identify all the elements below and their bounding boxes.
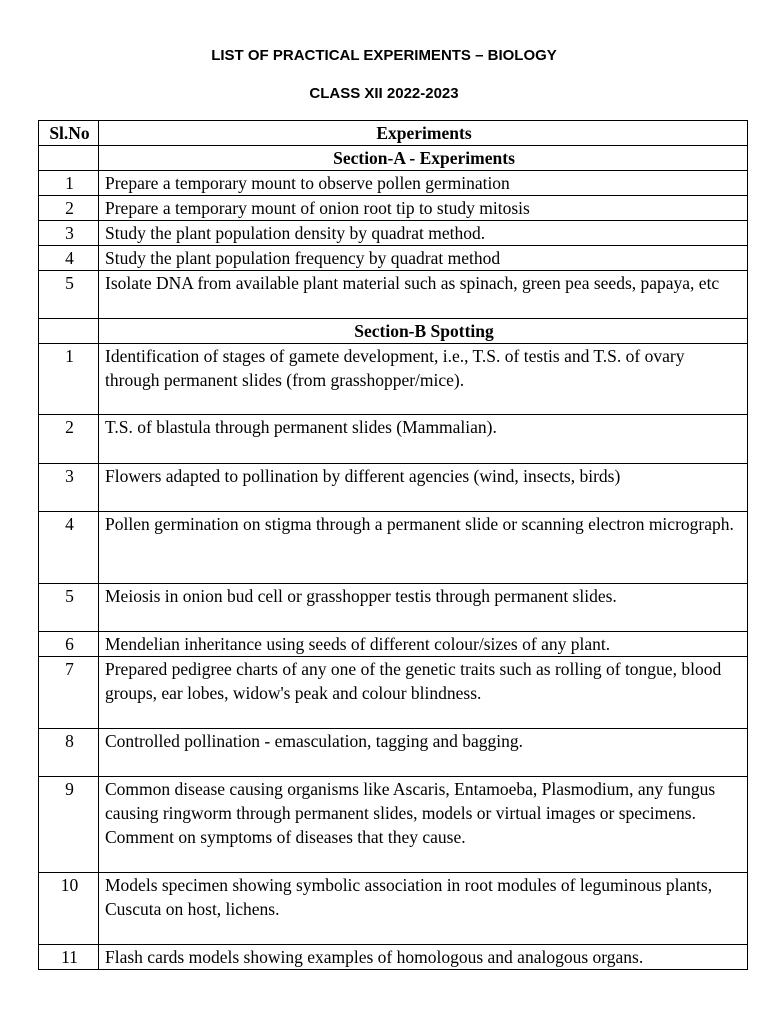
table-header-row <box>39 121 748 146</box>
row-number: 11 <box>39 945 99 970</box>
document-subtitle: CLASS XII 2022-2023 <box>309 85 459 102</box>
row-number: 3 <box>39 464 99 512</box>
row-text: Flowers adapted to pollination by different agencies (wind, insects, birds) <box>99 464 748 512</box>
table-row <box>39 464 748 512</box>
table-row <box>39 584 748 632</box>
section-b-header-row <box>39 319 748 344</box>
row-number: 2 <box>39 415 99 464</box>
row-text: Flash cards models showing examples of homologous and analogous organs. <box>99 945 748 970</box>
row-text: Prepare a temporary mount to observe pollen germination <box>99 171 748 196</box>
row-text: Pollen germination on stigma through a permanent slide or scanning electron micrograph. <box>99 512 748 584</box>
row-number: 1 <box>39 171 99 196</box>
table-row <box>39 657 748 729</box>
table-row <box>39 196 748 221</box>
row-number: 10 <box>39 873 99 945</box>
table-row <box>39 271 748 319</box>
row-number: 8 <box>39 729 99 777</box>
row-text: Prepare a temporary mount of onion root tip to study mitosis <box>99 196 748 221</box>
row-text: T.S. of blastula through permanent slides (Mammalian). <box>99 415 748 464</box>
row-text: Study the plant population frequency by quadrat method <box>99 246 748 271</box>
table-row <box>39 246 748 271</box>
document-title: LIST OF PRACTICAL EXPERIMENTS – BIOLOGY <box>211 47 557 64</box>
row-number: 9 <box>39 777 99 873</box>
row-number: 4 <box>39 512 99 584</box>
row-text: Isolate DNA from available plant material such as spinach, green pea seeds, papaya, etc <box>99 271 748 319</box>
row-number: 5 <box>39 584 99 632</box>
row-text: Models specimen showing symbolic association in root modules of leguminous plants, Cuscuta on host, lichens. <box>99 873 748 945</box>
section-a-title: Section-A - Experiments <box>99 146 748 171</box>
row-number: 7 <box>39 657 99 729</box>
row-number: 1 <box>39 344 99 415</box>
table-row <box>39 873 748 945</box>
section-b-title: Section-B Spotting <box>99 319 748 344</box>
table-row <box>39 344 748 415</box>
table-row <box>39 777 748 873</box>
row-text: Controlled pollination - emasculation, tagging and bagging. <box>99 729 748 777</box>
row-text: Identification of stages of gamete development, i.e., T.S. of testis and T.S. of ovary through permanent slides (from grasshopper/mice). <box>99 344 748 415</box>
row-number: 4 <box>39 246 99 271</box>
row-number: 6 <box>39 632 99 657</box>
row-text: Common disease causing organisms like Ascaris, Entamoeba, Plasmodium, any fungus causing ringworm through permanent slides, models or virtual images or specimens. Comment on symptoms of diseases that they cause. <box>99 777 748 873</box>
row-number: 2 <box>39 196 99 221</box>
slno-column-header: Sl.No <box>39 121 99 146</box>
table-row <box>39 415 748 464</box>
row-text: Prepared pedigree charts of any one of the genetic traits such as rolling of tongue, blood groups, ear lobes, widow's peak and colour blindness. <box>99 657 748 729</box>
table-row <box>39 512 748 584</box>
experiments-column-header: Experiments <box>99 121 748 146</box>
row-text: Meiosis in onion bud cell or grasshopper testis through permanent slides. <box>99 584 748 632</box>
section-b-empty-cell <box>39 319 99 344</box>
table-row <box>39 171 748 196</box>
row-text: Study the plant population density by quadrat method. <box>99 221 748 246</box>
row-text: Mendelian inheritance using seeds of different colour/sizes of any plant. <box>99 632 748 657</box>
table-row <box>39 945 748 970</box>
experiments-table <box>38 120 748 970</box>
row-number: 3 <box>39 221 99 246</box>
table-row <box>39 221 748 246</box>
section-a-header-row <box>39 146 748 171</box>
table-row <box>39 632 748 657</box>
row-number: 5 <box>39 271 99 319</box>
table-row <box>39 729 748 777</box>
section-a-empty-cell <box>39 146 99 171</box>
